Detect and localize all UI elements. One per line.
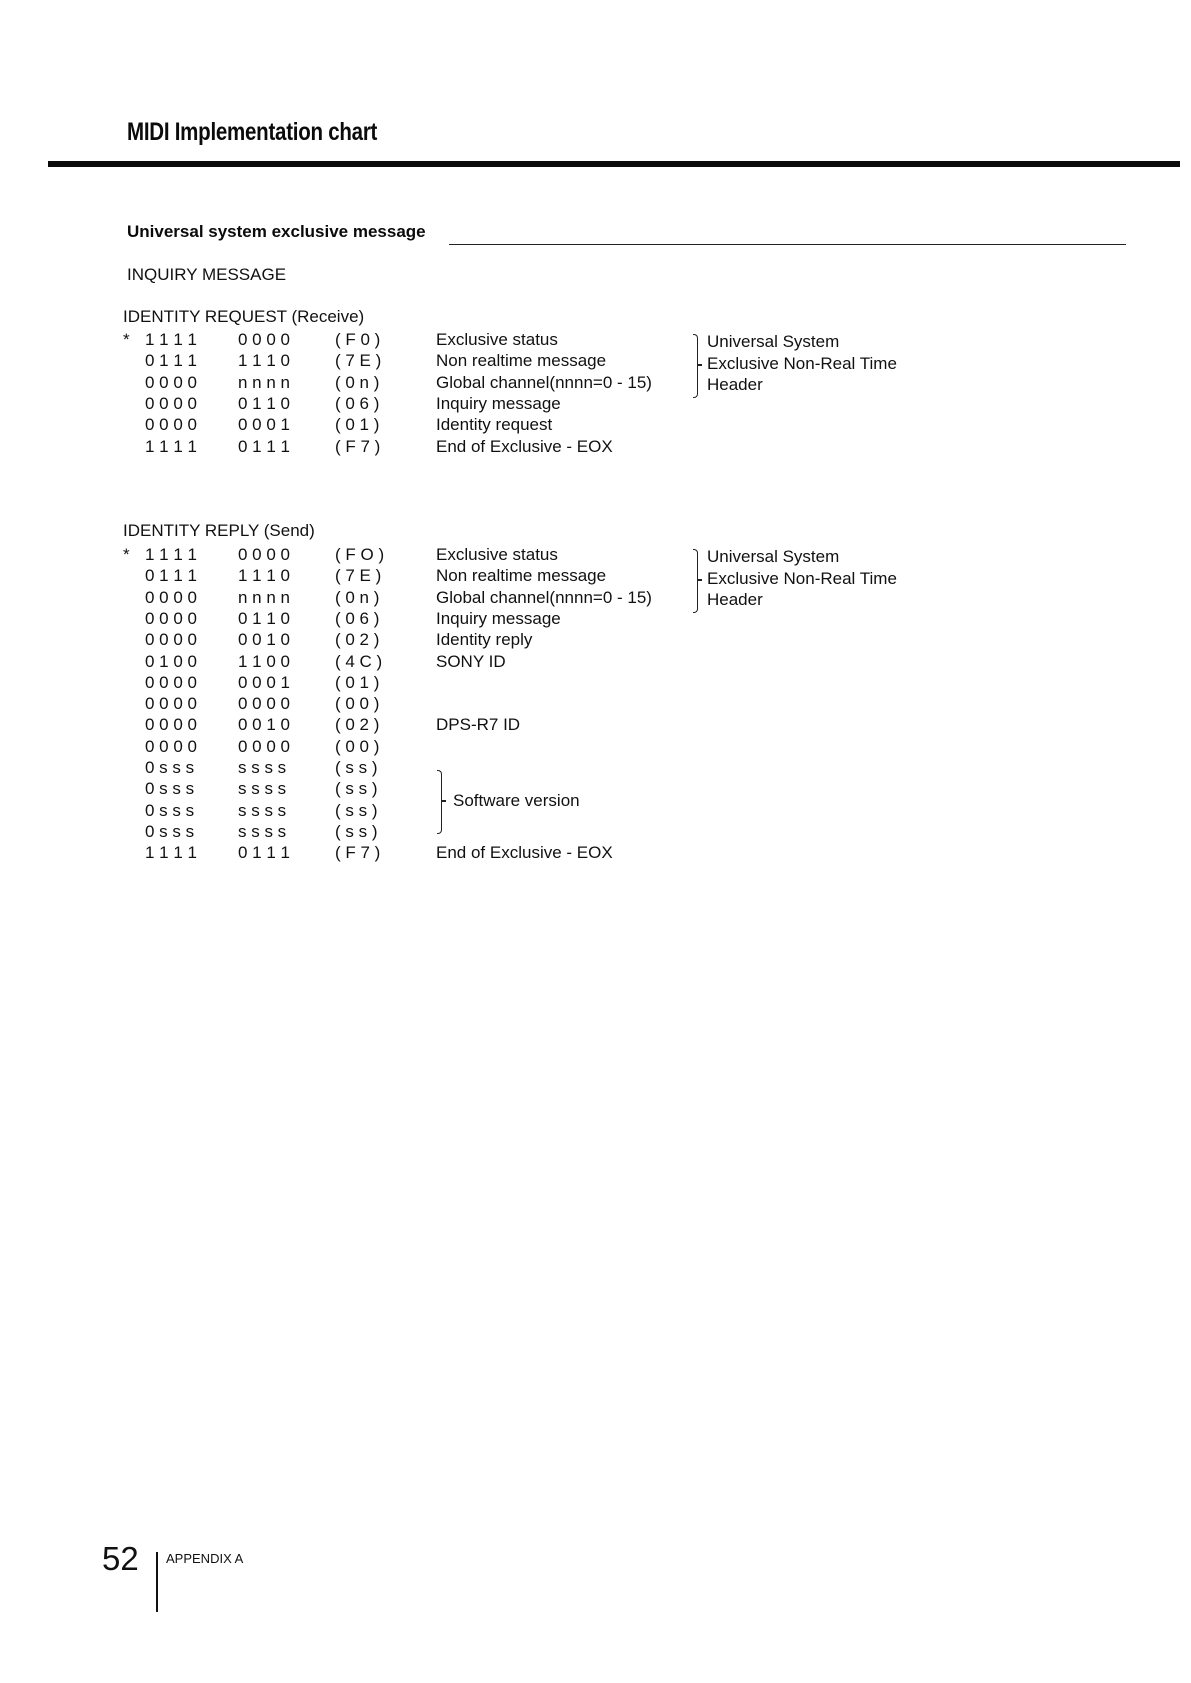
hex-value: ( 0 0 ) xyxy=(335,694,380,714)
row-description: Non realtime message xyxy=(436,351,607,371)
reply-header-bracket-tip xyxy=(697,579,702,581)
bits-high-nibble: 1 1 1 1 xyxy=(145,843,197,863)
hex-value: ( 0 6 ) xyxy=(335,393,380,413)
request-header-bracket-tip xyxy=(697,364,702,366)
bits-low-nibble: 0 0 0 0 xyxy=(238,736,290,756)
bits-high-nibble: 0 0 0 0 xyxy=(145,715,197,735)
hex-value: ( 4 C ) xyxy=(335,651,383,671)
message-row xyxy=(0,566,1191,587)
identity-reply-title: IDENTITY REPLY (Send) xyxy=(123,521,315,540)
bits-low-nibble: s s s s xyxy=(238,821,287,841)
hex-value: ( 0 1 ) xyxy=(335,672,380,692)
row-marker: * xyxy=(123,330,130,349)
hex-value: ( s s ) xyxy=(335,821,378,841)
hex-value: ( 0 n ) xyxy=(335,587,380,607)
hex-value: ( s s ) xyxy=(335,779,378,799)
bits-high-nibble: 0 0 0 0 xyxy=(145,372,197,392)
message-row xyxy=(0,437,1191,458)
bits-high-nibble: 0 0 0 0 xyxy=(145,630,197,650)
bits-high-nibble: 0 0 0 0 xyxy=(145,694,197,714)
bits-low-nibble: 0 0 1 0 xyxy=(238,715,290,735)
message-row xyxy=(0,673,1191,694)
message-row xyxy=(0,843,1191,864)
message-row xyxy=(0,822,1191,843)
message-row xyxy=(0,694,1191,715)
bits-high-nibble: 0 s s s xyxy=(145,821,195,841)
bits-low-nibble: 1 1 0 0 xyxy=(238,651,290,671)
section-heading: Universal system exclusive message xyxy=(127,222,426,241)
bits-low-nibble: s s s s xyxy=(238,800,287,820)
message-row xyxy=(0,652,1191,673)
message-row xyxy=(0,330,1191,351)
bits-low-nibble: 0 1 1 0 xyxy=(238,393,290,413)
row-description: Identity request xyxy=(436,415,553,435)
page-title: MIDI Implementation chart xyxy=(127,118,378,146)
bits-high-nibble: 0 0 0 0 xyxy=(145,608,197,628)
bits-low-nibble: n n n n xyxy=(238,372,290,392)
software-version-bracket xyxy=(437,770,442,834)
hex-value: ( s s ) xyxy=(335,758,378,777)
bits-high-nibble: 0 s s s xyxy=(145,779,195,799)
bits-high-nibble: 0 0 0 0 xyxy=(145,736,197,756)
hex-value: ( F 0 ) xyxy=(335,330,381,349)
bits-low-nibble: 0 0 0 0 xyxy=(238,545,290,564)
message-row xyxy=(0,609,1191,630)
identity-request-title: IDENTITY REQUEST (Receive) xyxy=(123,307,365,326)
message-row xyxy=(0,373,1191,394)
request-header-label-3: Header xyxy=(707,375,763,394)
bits-low-nibble: 0 0 1 0 xyxy=(238,630,290,650)
footer-label: APPENDIX A xyxy=(166,1551,244,1566)
row-description: End of Exclusive - EOX xyxy=(436,436,613,456)
request-header-label-2: Exclusive Non-Real Time xyxy=(707,354,897,373)
bits-high-nibble: 1 1 1 1 xyxy=(145,436,197,456)
row-description: Global channel(nnnn=0 - 15) xyxy=(436,372,652,392)
bits-low-nibble: s s s s xyxy=(238,758,287,777)
bits-low-nibble: 0 0 0 0 xyxy=(238,330,290,349)
row-description: Exclusive status xyxy=(436,330,558,349)
bits-high-nibble: 0 0 0 0 xyxy=(145,672,197,692)
message-row xyxy=(0,779,1191,800)
page-number: 52 xyxy=(102,1540,139,1577)
row-description: End of Exclusive - EOX xyxy=(436,843,613,863)
message-row xyxy=(0,737,1191,758)
hex-value: ( 7 E ) xyxy=(335,566,382,586)
message-row xyxy=(0,588,1191,609)
hex-value: ( 0 0 ) xyxy=(335,736,380,756)
bits-low-nibble: 0 1 1 1 xyxy=(238,436,290,456)
message-row xyxy=(0,394,1191,415)
row-description: Inquiry message xyxy=(436,608,561,628)
bits-low-nibble: 0 0 0 0 xyxy=(238,694,290,714)
footer-divider xyxy=(156,1552,158,1612)
section-rule xyxy=(449,244,1126,245)
bits-low-nibble: 1 1 1 0 xyxy=(238,351,290,371)
reply-header-label-2: Exclusive Non-Real Time xyxy=(707,569,897,588)
bits-high-nibble: 0 1 0 0 xyxy=(145,651,197,671)
bits-low-nibble: n n n n xyxy=(238,587,290,607)
message-row xyxy=(0,415,1191,436)
message-row xyxy=(0,801,1191,822)
row-marker: * xyxy=(123,545,130,564)
reply-header-label-3: Header xyxy=(707,590,763,609)
hex-value: ( 0 2 ) xyxy=(335,630,380,650)
software-version-bracket-tip xyxy=(441,800,446,802)
bits-high-nibble: 1 1 1 1 xyxy=(145,545,197,564)
bits-low-nibble: s s s s xyxy=(238,779,287,799)
message-row xyxy=(0,351,1191,372)
message-row xyxy=(0,758,1191,779)
reply-header-bracket xyxy=(693,549,698,613)
row-description: Exclusive status xyxy=(436,545,558,564)
bits-high-nibble: 0 0 0 0 xyxy=(145,587,197,607)
inquiry-message-title: INQUIRY MESSAGE xyxy=(127,265,287,284)
bits-high-nibble: 1 1 1 1 xyxy=(145,330,197,349)
hex-value: ( 0 6 ) xyxy=(335,608,380,628)
bits-low-nibble: 0 1 1 1 xyxy=(238,843,290,863)
hex-value: ( F 7 ) xyxy=(335,436,381,456)
bits-low-nibble: 1 1 1 0 xyxy=(238,566,290,586)
hex-value: ( F 7 ) xyxy=(335,843,381,863)
hex-value: ( s s ) xyxy=(335,800,378,820)
bits-low-nibble: 0 1 1 0 xyxy=(238,608,290,628)
hex-value: ( 7 E ) xyxy=(335,351,382,371)
bits-low-nibble: 0 0 0 1 xyxy=(238,672,290,692)
reply-header-label-1: Universal System xyxy=(707,547,840,566)
request-header-label-1: Universal System xyxy=(707,332,840,351)
message-row xyxy=(0,630,1191,651)
row-description: Inquiry message xyxy=(436,393,561,413)
hex-value: ( 0 1 ) xyxy=(335,415,380,435)
row-description: DPS-R7 ID xyxy=(436,715,521,735)
message-row xyxy=(0,545,1191,566)
hex-value: ( F O ) xyxy=(335,545,385,564)
bits-high-nibble: 0 1 1 1 xyxy=(145,566,197,586)
hex-value: ( 0 n ) xyxy=(335,372,380,392)
message-row xyxy=(0,715,1191,736)
bits-high-nibble: 0 0 0 0 xyxy=(145,393,197,413)
row-description: Global channel(nnnn=0 - 15) xyxy=(436,587,652,607)
bits-high-nibble: 0 0 0 0 xyxy=(145,415,197,435)
bits-high-nibble: 0 s s s xyxy=(145,758,195,777)
bits-high-nibble: 0 s s s xyxy=(145,800,195,820)
request-header-bracket xyxy=(693,334,698,398)
bits-low-nibble: 0 0 0 1 xyxy=(238,415,290,435)
header-rule xyxy=(48,161,1180,167)
row-description: Identity reply xyxy=(436,630,533,650)
hex-value: ( 0 2 ) xyxy=(335,715,380,735)
row-description: Non realtime message xyxy=(436,566,607,586)
row-description: SONY ID xyxy=(436,651,506,671)
bits-high-nibble: 0 1 1 1 xyxy=(145,351,197,371)
software-version-label: Software version xyxy=(453,791,580,810)
